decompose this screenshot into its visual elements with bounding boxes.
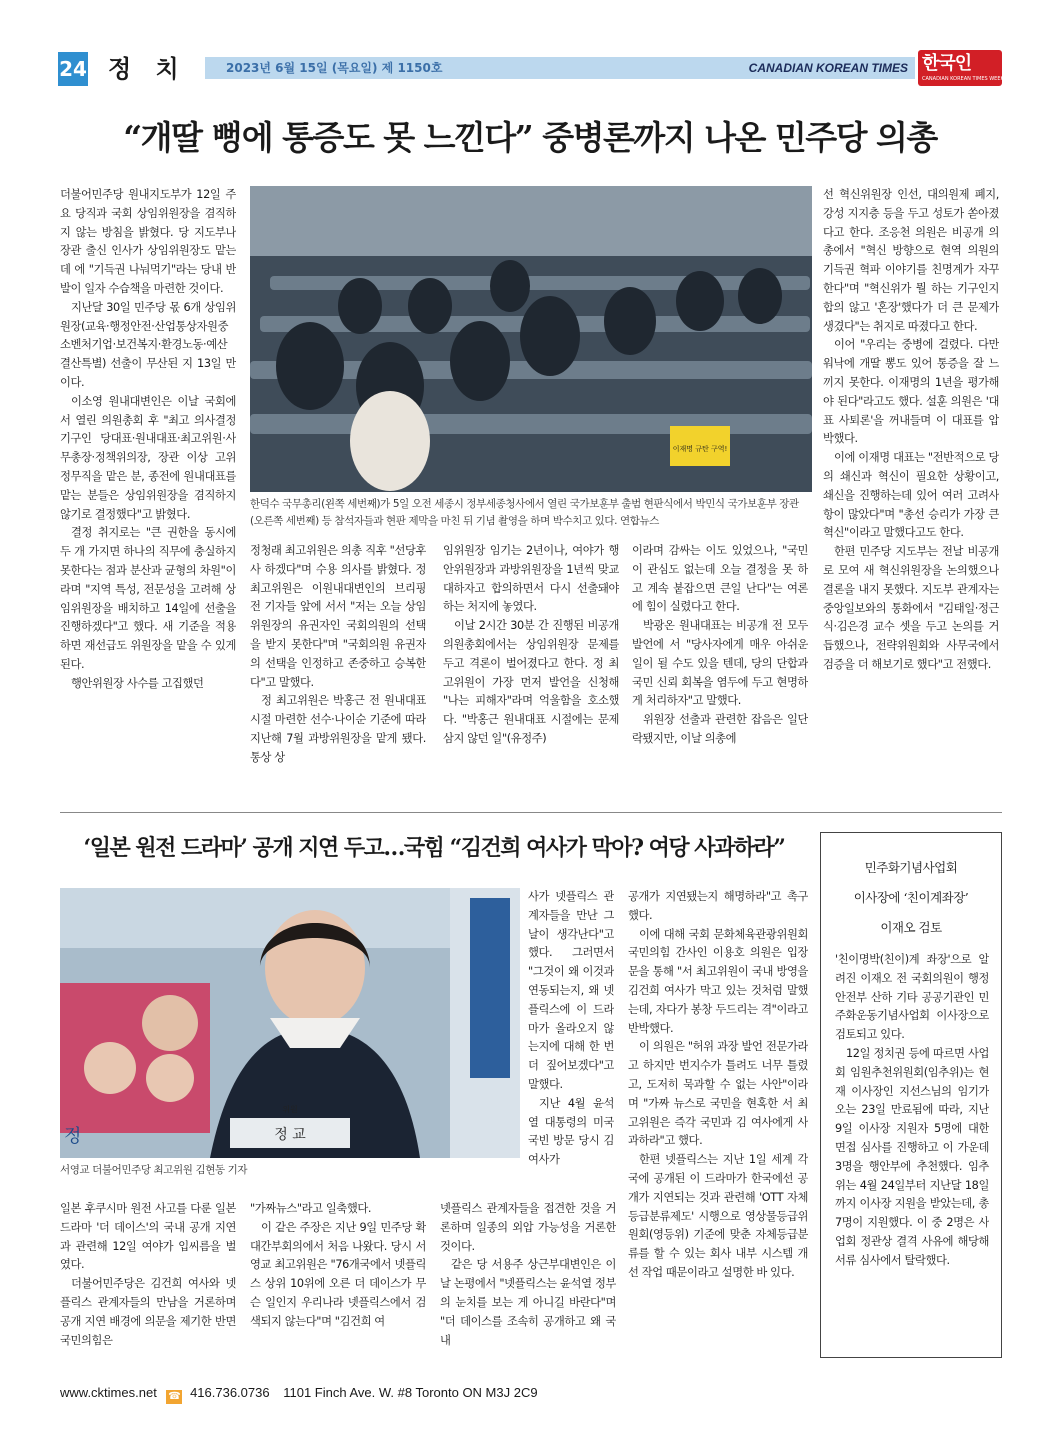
article1-photo (250, 186, 812, 492)
paragraph: 더불어민주당 원내지도부가 12일 주요 당직과 국회 상임위원장을 겸직하지 않는 방침을 밝혔다. 당 지도부나 장관 출신 인사가 상임위원장도 맡는 데 에 "기득권 나눠먹기"라는 당내 반발이 일자 수습책을 마련한 것이다. (60, 188, 236, 295)
assembly-photo-illustration (250, 186, 812, 492)
paragraph: "가짜뉴스"라고 일축했다. (250, 1202, 372, 1215)
logo-text: 한국인 (922, 53, 972, 74)
paragraph: 행안위원장 사수를 고집했던 (71, 676, 204, 690)
article2-photo-caption: 서영교 더불어민주당 최고위원 김현동 기자 (60, 1164, 248, 1176)
paragraph: 선 혁신위원장 인선, 대의원제 폐지, 강성 지지층 등을 두고 성토가 쏟아졌다고 한다. 조응천 의원은 비공개 의총에서 "혁신 방향으로 현역 의원의 기득권 혁파 이야기를 친명계가 자꾸 한다"며 "혁신위가 뭘 하는 기구인지 합의 않고 '혼장'했다가 더 큰 문제가 생겼다"는 취지로 따졌다고 한다. (823, 188, 999, 333)
paragraph: 더불어민주당은 김건희 여사와 넷플릭스 관계자들의 만남을 거론하며 공개 지연 배경에 의문을 제기한 반면국민의힘은 (60, 1277, 236, 1347)
paragraph: 한편 넷플릭스는 지난 1일 세계 각국에 공개된 이 드라마가 한국에선 공개가 지연되는 것과 관련해 'OTT 자체등급분류제도' 시행으로 영상물등급위원회(영등위) 기준에 맞춘 자체등급분류를 할 수 있는 회사 내부 시스템 개선 작업 때문이라고 설명한 바 있다. (628, 1153, 808, 1279)
paragraph: 이 같은 주장은 지난 9일 민주당 확대간부회의에서 처음 나왔다. 당시 서영교 최고위원은 "76개국에서 넷플릭스 상위 10위에 오른 더 데이스가 무슨 일인지 우리나라 넷플릭스에서 검색되지 않는다"며 "김건희 여 (250, 1220, 426, 1328)
section-title: 정 치 (108, 55, 187, 83)
paragraph: 지난달 30일 민주당 몫 6개 상임위원장(교육·행정안전·산업통상자원중소벤처기업·보건복지·환경노동·예산결산특별) 선출이 무산된 지 13일 만이다. (60, 300, 236, 389)
article2-headline: ‘일본 원전 드라마’ 공개 지연 두고…국힘 “김건희 여사가 막아? 여당 사과하라” (83, 835, 785, 861)
article2-column-b (250, 1200, 426, 1360)
sidebar-headline-line: 이재오 검토 (880, 920, 942, 935)
section-divider (60, 812, 1002, 813)
phone-icon: ☎ (168, 1391, 181, 1402)
paragraph: 위원장 선출과 관련한 잡음은 일단락됐지만, 이날 의총에 (632, 713, 808, 745)
photo-side-text: 정 (64, 1126, 82, 1147)
nameplate-small-text: 위원 (282, 1105, 298, 1114)
sidebar-body (835, 951, 989, 1351)
article1-headline: “개딸 뻥에 통증도 못 느낀다” 중병론까지 나온 민주당 의총 (123, 118, 937, 157)
website-link[interactable]: www.cktimes.net (60, 1385, 157, 1400)
paragraph: 이날 2시간 30분 간 진행된 비공개 의원총회에서는 상임위원장 문제를 두고 격론이 벌어졌다고 한다. 정 최고위원이 가장 먼저 발언을 신청해 "나는 피해자"라며 억울함을 호소했다. "박홍근 원내대표 시절에는 문제 삼지 않던 일"(유정주) (443, 619, 619, 745)
article1-column-1 (60, 186, 236, 784)
paragraph: 지난 4월 윤석열 대통령의 미국 국빈 방문 당시 김 여사가 (528, 1096, 614, 1167)
article1-column-4 (632, 542, 808, 784)
article2-photo (60, 888, 520, 1158)
paragraph: 같은 당 서용주 상근부대변인은 이날 논평에서 "넷플릭스는 윤석열 정부의 눈치를 보는 게 아니길 바란다"며 "더 데이스를 조속히 공개하고 왜 국내 (440, 1258, 616, 1347)
paper-name: CANADIAN KOREAN TIMES (748, 61, 908, 75)
paragraph: 넷플릭스 관계자들을 접견한 것을 거론하며 일종의 외압 가능성을 거론한 것이다. (440, 1202, 616, 1253)
sidebar-headline-line: 이사장에 ‘친이계좌장’ (853, 890, 969, 905)
phone-number: 416.736.0736 (190, 1385, 270, 1400)
paragraph: 결정 취지로는 "큰 권한을 동시에 두 개 가지면 하나의 직무에 충실하지 못한다는 점과 분산과 균형의 차원"이라며 "지역 특성, 전문성을 고려해 상임위원장을 배치하고 14일에 선출을 진행하겠다"고 했다. 새 기준을 적용하면 재선급도 위원장을 맡을 수 있게 된다. (60, 526, 236, 671)
page-footer (60, 1384, 538, 1404)
paragraph: 12일 정치권 등에 따르면 사업회 임원추천위원회(임추위)는 현재 이사장인 지선스님의 임기가 오는 23일 만료됨에 따라, 지난 9일 이사장 지원자 5명에 대한 면접 심사를 진행하고 이 가운데 3명을 행안부에 추천했다. 임추위는 4월 24일부터 지난달 18일까지 이사장 지원을 받았는데, 총 7명이 지원했다. 이 중 2명은 사업회 정관상 결격 사유에 해당해 서류 심사에서 탈락했다. (835, 1046, 989, 1267)
article2-column-narrow (528, 888, 614, 1226)
paragraph: 이에 이재명 대표는 "전반적으로 당의 쇄신과 혁신이 필요한 상황이고, 쇄신을 진행하는데 있어 여러 고려사항이 많았다"며 "총선 승리가 가장 큰 혁신"이라고 말했다고도 한다. (823, 451, 999, 540)
sidebar-headline-line: 민주화기념사업회 (864, 860, 958, 875)
paragraph: 이어 "우리는 중병에 걸렸다. 다만 워낙에 개딸 뽕도 있어 통증을 잘 느끼지 못한다. 이재명의 1년을 평가해야 된다"라고도 했다. 설훈 의원은 '대표 사퇴론'을 꺼내들며 이 대표를 압박했다. (823, 338, 999, 446)
logo-subtext: CANADIAN KOREAN TIMES WEEKLY (922, 76, 1009, 82)
paragraph: '친이명박(친이)계 좌장'으로 알려진 이재오 전 국회의원이 행정안전부 산하 기타 공공기관인 민주화운동기념사업회 이사장으로 검토되고 있다. (835, 953, 989, 1042)
paragraph: 한편 민주당 지도부는 전날 비공개로 모여 새 혁신위원장을 논의했으나 결론을 내지 못했다. 지도부 관계자는 중앙일보와의 통화에서 "김태일·정근식·김은경 교수 셋을 두고 논의를 거듭했으나, 전략위원회와 사무국에서 검증을 더 해보기로 했다"고 전했다. (823, 545, 999, 671)
article2-column-d (628, 888, 808, 1360)
paragraph: 임위원장 임기는 2년이나, 여야가 행안위원장과 과방위원장을 1년씩 맞교대하자고 합의하면서 다시 선출돼야 하는 처지에 놓였다. (443, 544, 619, 614)
article1-photo-caption: 한덕수 국무총리(왼쪽 세번째)가 5일 오전 세종시 정부세종청사에서 열린 국가보훈부 출범 현판식에서 박민식 국가보훈부 장관(오른쪽 세번째) 등 참석자들과 현판 제막을 마친 뒤 기념 촬영을 하며 박수치고 있다. 연합뉴스 (250, 498, 799, 527)
newspaper-logo (918, 50, 1009, 86)
paragraph: 정청래 최고위원은 의총 직후 "선당후사 하겠다"며 수용 의사를 밝혔다. 정 최고위원은 이원내대변인의 브리핑 전 기자들 앞에 서서 "저는 오늘 상임위원장의 유권자인 국회의원의 선택을 받지 못한다"며 "국회의원 유권자의 선택을 인정하고 존중하고 승복한다"고 말했다. (250, 544, 426, 689)
address: 1101 Finch Ave. W. #8 Toronto ON M3J 2C9 (283, 1385, 538, 1400)
article1-column-2 (250, 542, 426, 784)
article1-column-3 (443, 542, 619, 784)
article2-column-c (440, 1200, 616, 1360)
paragraph: 공개가 지연됐는지 해명하라"고 촉구했다. (628, 890, 808, 922)
paragraph: 이소영 원내대변인은 이날 국회에서 열린 의원총회 후 "최고 의사결정기구인 당대표·원내대표·최고위원·사무총장·정책위의장, 장관 이상 고위 정무직을 맡은 분, 종전에 원내대표를 맡는 분들은 상임위원장을 겸직하지 않기로 결정했다"고 밝혔다. (60, 394, 236, 521)
article2-column-a (60, 1200, 236, 1360)
paragraph: 사가 넷플릭스 관계자들을 만난 그 날이 생각난다"고 했다. 그러면서 "그것이 왜 이것과 연동되는지, 왜 넷플릭스에 이 드라마가 올라오지 않는지에 대해 한 번 더 짚어보겠다"고 말했다. (528, 890, 614, 1091)
paragraph: 박광온 원내대표는 비공개 전 모두발언에 서 "당사자에게 매우 아쉬운 일이 될 수도 있을 텐데, 당의 단합과 국민 신뢰 회복을 염두에 두고 현명하게 처리하자"고 말했다. (632, 619, 808, 708)
sidebar-article (820, 832, 1002, 1358)
article1-column-5 (823, 186, 999, 784)
paragraph: 이에 대해 국회 문화체육관광위원회 국민의힘 간사인 이용호 의원은 입장문을 통해 "서 최고위원이 국내 방영을 김건희 여사가 막고 있는 것처럼 말했는데, 자다가 봉창 두드리는 격"이라고 반박했다. (628, 927, 808, 1035)
issue-date: 2023년 6월 15일 (목요일) 제 1150호 (226, 61, 443, 75)
sidebar-headline (821, 853, 1001, 943)
paragraph: 일본 후쿠시마 원전 사고를 다룬 일본 드라마 '더 데이스'의 국내 공개 지연과 관련해 12일 여야가 입씨름을 벌였다. (60, 1202, 236, 1272)
page-number: 24 (58, 52, 88, 86)
paragraph: 이라며 감싸는 이도 있었으나, "국민이 관심도 없는데 오늘 결정을 못 하고 계속 붙잡으면 큰일 난다"는 여론에 힘이 실렸다고 한다. (632, 544, 808, 614)
nameplate-text: 정 교 (274, 1127, 306, 1143)
paragraph: 이 의원은 "허위 과장 발언 전문가라고 하지만 번지수가 틀려도 너무 틀렸고, 도저히 묵과할 수 없는 사안"이라며 "가짜 뉴스로 국민을 현혹한 서 최고위원은 즉각 국민과 김 여사에게 사과하라"고 했다. (628, 1040, 808, 1148)
photo-sign-text: 이재명 규탄 구역! (672, 445, 728, 453)
hearing-photo-illustration (60, 888, 520, 1158)
paragraph: 정 최고위원은 박홍근 전 원내대표 시절 마련한 선수·나이순 기준에 따라 지난해 7월 과방위원장을 맡게 됐다. 통상 상 (250, 694, 426, 764)
